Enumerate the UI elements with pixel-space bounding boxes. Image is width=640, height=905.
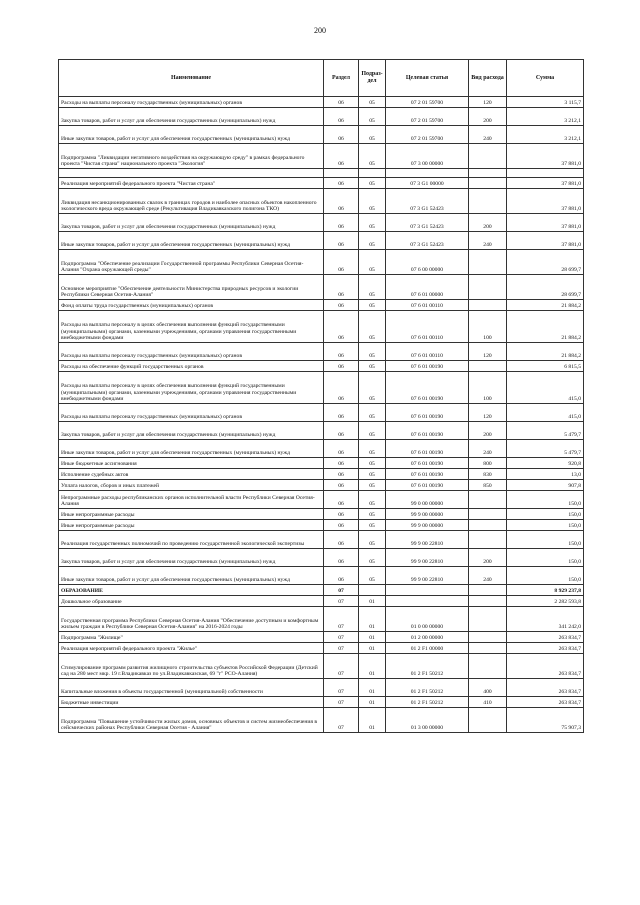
cell-name: Бюджетные инвестиции [59,697,324,708]
cell-target: 07 2 01 59700 [386,97,469,108]
cell-name: Уплата налогов, сборов и иных платежей [59,480,324,491]
cell-target: 07 6 01 00190 [386,440,469,458]
cell-section: 06 [324,144,359,169]
cell-section: 07 [324,632,359,643]
cell-subsection: 05 [359,144,386,169]
cell-section: 07 [324,697,359,708]
cell-target: 07 6 01 00190 [386,458,469,469]
header-section: Раздел [324,60,359,97]
table-row [59,531,584,549]
cell-name: Иные закупки товаров, работ и услуг для обеспечения государственных (муниципальных) нужд [59,440,324,458]
cell-target: 07 3 G1 00000 [386,178,469,189]
table-row [59,708,584,733]
cell-sum: 37 881,0 [507,214,584,232]
cell-section: 06 [324,232,359,250]
table-row [59,178,584,189]
table-row [59,458,584,469]
table-row [59,343,584,361]
budget-table [58,59,584,733]
cell-target: 07 6 01 00190 [386,361,469,372]
table-row [59,509,584,520]
table-row [59,679,584,697]
cell-name: ОБРАЗОВАНИЕ [59,585,324,596]
cell-subsection: 05 [359,567,386,585]
cell-sum: 5 479,7 [507,422,584,440]
cell-expense-type [469,275,507,300]
cell-expense-type: 400 [469,679,507,697]
cell-expense-type: 200 [469,422,507,440]
cell-subsection: 05 [359,458,386,469]
cell-name: Закупка товаров, работ и услуг для обеспечения государственных (муниципальных) нужд [59,214,324,232]
cell-subsection: 05 [359,189,386,214]
cell-section: 06 [324,491,359,509]
cell-name: Иные непрограммные расходы [59,509,324,520]
cell-target: 01 2 00 00000 [386,632,469,643]
cell-name: Закупка товаров, работ и услуг для обеспечения государственных (муниципальных) нужд [59,422,324,440]
cell-target: 01 2 F1 50212 [386,697,469,708]
cell-target: 07 3 00 00000 [386,144,469,169]
cell-subsection [359,169,386,178]
cell-expense-type: 120 [469,404,507,422]
cell-target: 07 6 01 00190 [386,404,469,422]
cell-target: 07 6 01 00000 [386,275,469,300]
table-row [59,361,584,372]
cell-sum: 263 834,7 [507,643,584,654]
cell-name: Реализация мероприятий федерального проекта "Чистая страна" [59,178,324,189]
cell-sum: 21 884,2 [507,311,584,343]
cell-target: 01 2 F1 50212 [386,654,469,679]
cell-subsection: 05 [359,372,386,404]
cell-expense-type: 200 [469,214,507,232]
cell-sum: 3 212,1 [507,108,584,126]
cell-name: Закупка товаров, работ и услуг для обеспечения государственных (муниципальных) нужд [59,549,324,567]
cell-subsection: 05 [359,480,386,491]
cell-name: Подпрограмма "Ликвидации негативного воздействия на окружающую среду" в рамках федерального проекта "Чистая страна" национального проекта "Экология" [59,144,324,169]
cell-section: 07 [324,585,359,596]
cell-subsection: 05 [359,126,386,144]
cell-expense-type: 240 [469,567,507,585]
cell-expense-type [469,300,507,311]
cell-subsection: 05 [359,250,386,275]
cell-name: Иные закупки товаров, работ и услуг для обеспечения государственных (муниципальных) нужд [59,232,324,250]
cell-name: Ликвидация несанкционированных свалок в границах городов и наиболее опасных объектов накопленного экологического вреда окружающей среде (Рекультивация Владикавказского полигона ТКО) [59,189,324,214]
cell-sum: 3 212,1 [507,126,584,144]
cell-section: 06 [324,404,359,422]
table-row [59,632,584,643]
cell-sum: 28 699,7 [507,250,584,275]
table-row [59,169,584,178]
cell-sum: 150,0 [507,567,584,585]
cell-expense-type: 100 [469,372,507,404]
table-row [59,232,584,250]
table-row [59,596,584,607]
cell-sum: 907,8 [507,480,584,491]
cell-subsection: 01 [359,607,386,632]
cell-subsection: 05 [359,549,386,567]
cell-sum: 13,0 [507,469,584,480]
cell-target: 01 2 F1 50212 [386,679,469,697]
header-expense-type: Вид расхода [469,60,507,97]
cell-name: Расходы на обеспечение функций государственных органов [59,361,324,372]
cell-section: 06 [324,189,359,214]
cell-section: 06 [324,311,359,343]
cell-expense-type: 240 [469,232,507,250]
cell-section: 06 [324,214,359,232]
cell-section: 06 [324,300,359,311]
cell-section: 06 [324,549,359,567]
cell-target: 01 2 F1 00000 [386,643,469,654]
cell-expense-type [469,189,507,214]
cell-sum: 150,0 [507,509,584,520]
cell-subsection: 01 [359,679,386,697]
cell-section: 06 [324,458,359,469]
cell-sum: 150,0 [507,531,584,549]
cell-section: 06 [324,250,359,275]
cell-subsection: 01 [359,697,386,708]
table-row [59,440,584,458]
cell-expense-type [469,643,507,654]
cell-expense-type: 120 [469,97,507,108]
cell-subsection: 05 [359,300,386,311]
cell-section [324,169,359,178]
cell-name: Расходы на выплаты персоналу в целях обеспечения выполнения функций государственными (муниципальными) органами, казенными учреждениями, органами управления государственными внебюджетными фондами [59,372,324,404]
cell-target [386,596,469,607]
cell-name: Реализация мероприятий федерального проекта "Жилье" [59,643,324,654]
cell-sum: 21 884,2 [507,300,584,311]
cell-expense-type: 240 [469,126,507,144]
cell-target: 99 9 00 22810 [386,531,469,549]
cell-name: Стимулирование программ развития жилищного строительства субъектов Российской Федерации (Детский сад на 280 мест мкр. 19 г.Владикавказ по ул.Владикавказская, 69 "г" РСО-Алания) [59,654,324,679]
cell-target: 07 6 01 00190 [386,480,469,491]
cell-target [386,169,469,178]
cell-expense-type [469,361,507,372]
cell-expense-type [469,169,507,178]
cell-target: 07 6 00 00000 [386,250,469,275]
cell-target: 07 3 G1 52423 [386,214,469,232]
cell-sum: 37 881,0 [507,232,584,250]
cell-name: Основное мероприятие "Обеспечение деятельности Министерства природных ресурсов и экологии Республики Северная Осетия-Алания" [59,275,324,300]
cell-subsection: 05 [359,232,386,250]
header-sum: Сумма [507,60,584,97]
table-row [59,144,584,169]
cell-target: 07 2 01 59700 [386,126,469,144]
cell-name: Подпрограмма "Обеспечение реализации Государственной программы Республики Северная Осетия-Алания "Охрана окружающей среды" [59,250,324,275]
table-row [59,250,584,275]
cell-expense-type: 800 [469,458,507,469]
cell-target: 07 3 G1 52423 [386,189,469,214]
cell-section: 07 [324,679,359,697]
table-row [59,697,584,708]
table-row [59,108,584,126]
cell-expense-type: 120 [469,343,507,361]
cell-subsection: 05 [359,531,386,549]
cell-target: 01 0 00 00000 [386,607,469,632]
cell-sum: 3 115,7 [507,97,584,108]
cell-section: 06 [324,275,359,300]
cell-sum: 341 242,0 [507,607,584,632]
cell-expense-type [469,250,507,275]
cell-subsection: 05 [359,178,386,189]
table-row [59,491,584,509]
cell-target: 99 9 00 00000 [386,520,469,531]
cell-subsection: 01 [359,708,386,733]
cell-sum: 415,0 [507,372,584,404]
cell-target: 07 6 01 00190 [386,469,469,480]
cell-sum: 150,0 [507,491,584,509]
cell-name: Дошкольное образование [59,596,324,607]
cell-expense-type [469,178,507,189]
cell-target: 07 3 G1 52423 [386,232,469,250]
cell-subsection: 01 [359,632,386,643]
table-row [59,520,584,531]
cell-subsection: 05 [359,311,386,343]
table-row [59,372,584,404]
cell-name: Расходы на выплаты персоналу государственных (муниципальных) органов [59,97,324,108]
cell-section: 06 [324,361,359,372]
cell-name: Расходы на выплаты персоналу в целях обеспечения выполнения функций государственными (муниципальными) органами, казенными учреждениями, органами управления государственными внебюджетными фондами [59,311,324,343]
cell-name: Исполнение судебных актов [59,469,324,480]
cell-target: 07 6 01 00110 [386,311,469,343]
cell-expense-type [469,607,507,632]
cell-target: 07 6 01 00110 [386,343,469,361]
table-row [59,404,584,422]
cell-expense-type: 200 [469,549,507,567]
table-row [59,311,584,343]
cell-name: Закупка товаров, работ и услуг для обеспечения государственных (муниципальных) нужд [59,108,324,126]
cell-section: 06 [324,422,359,440]
cell-target: 07 6 01 00110 [386,300,469,311]
cell-subsection: 05 [359,422,386,440]
cell-sum: 8 929 237,8 [507,585,584,596]
cell-sum: 21 884,2 [507,343,584,361]
cell-target: 99 9 00 00000 [386,509,469,520]
cell-target: 07 6 01 00190 [386,372,469,404]
table-row [59,189,584,214]
table-body [59,97,584,733]
cell-sum: 150,0 [507,520,584,531]
cell-section: 06 [324,343,359,361]
cell-section: 07 [324,643,359,654]
cell-subsection: 05 [359,108,386,126]
cell-sum: 28 699,7 [507,275,584,300]
cell-expense-type [469,520,507,531]
cell-expense-type: 410 [469,697,507,708]
cell-name: Подпрограмма "Жилище" [59,632,324,643]
cell-section: 07 [324,654,359,679]
cell-expense-type [469,585,507,596]
cell-subsection: 01 [359,643,386,654]
cell-name: Иные закупки товаров, работ и услуг для обеспечения государственных (муниципальных) нужд [59,126,324,144]
cell-sum: 75 907,3 [507,708,584,733]
cell-section: 07 [324,708,359,733]
table-row [59,126,584,144]
cell-section: 06 [324,97,359,108]
cell-sum: 263 834,7 [507,632,584,643]
cell-expense-type [469,531,507,549]
cell-section: 06 [324,469,359,480]
cell-expense-type [469,708,507,733]
cell-expense-type [469,596,507,607]
cell-expense-type [469,632,507,643]
cell-name: Иные закупки товаров, работ и услуг для обеспечения государственных (муниципальных) нужд [59,567,324,585]
cell-sum: 263 834,7 [507,654,584,679]
table-header-row [59,60,584,97]
cell-section: 06 [324,108,359,126]
cell-subsection: 05 [359,275,386,300]
table-row [59,422,584,440]
cell-name: Государственная программа Республики Северная Осетия-Алания "Обеспечение доступным и комфортным жильем граждан в Республике Северная Осетия-Алания" на 2016-2024 годы [59,607,324,632]
cell-subsection: 05 [359,520,386,531]
cell-sum: 263 834,7 [507,697,584,708]
cell-expense-type: 200 [469,108,507,126]
cell-sum: 920,8 [507,458,584,469]
cell-expense-type [469,509,507,520]
cell-sum: 415,0 [507,404,584,422]
header-subsection: Подраз-дел [359,60,386,97]
cell-section: 06 [324,126,359,144]
table-row [59,275,584,300]
cell-name: Фонд оплаты труда государственных (муниципальных) органов [59,300,324,311]
cell-target: 07 6 01 00190 [386,422,469,440]
table-row [59,549,584,567]
cell-name: Иные бюджетные ассигнования [59,458,324,469]
cell-section: 06 [324,509,359,520]
cell-section: 06 [324,372,359,404]
cell-subsection [359,585,386,596]
cell-target: 99 0 00 00000 [386,491,469,509]
table-row [59,567,584,585]
page-number: 200 [314,26,326,35]
cell-subsection: 05 [359,404,386,422]
cell-expense-type: 100 [469,311,507,343]
cell-target: 99 9 00 22810 [386,567,469,585]
cell-subsection: 05 [359,440,386,458]
cell-name: Реализация государственных полномочий по проведению государственной экологической экспертизы [59,531,324,549]
header-target: Целевая статья [386,60,469,97]
table-row [59,607,584,632]
cell-target: 07 2 01 59700 [386,108,469,126]
cell-section: 06 [324,440,359,458]
cell-section: 07 [324,607,359,632]
cell-sum: 37 881,0 [507,178,584,189]
cell-name: Непрограммные расходы республиканских органов исполнительной власти Республики Северная Осетия-Алания [59,491,324,509]
cell-subsection: 05 [359,343,386,361]
cell-target: 01 3 00 00000 [386,708,469,733]
cell-subsection: 05 [359,469,386,480]
cell-expense-type: 850 [469,480,507,491]
cell-sum: 6 815,5 [507,361,584,372]
cell-section: 06 [324,567,359,585]
cell-section: 06 [324,178,359,189]
table-row [59,585,584,596]
cell-target: 99 9 00 22810 [386,549,469,567]
cell-name: Расходы на выплаты персоналу государственных (муниципальных) органов [59,404,324,422]
table-row [59,300,584,311]
cell-section: 06 [324,531,359,549]
cell-expense-type: 830 [469,469,507,480]
table-row [59,97,584,108]
cell-subsection: 05 [359,361,386,372]
cell-sum: 5 479,7 [507,440,584,458]
cell-subsection: 05 [359,97,386,108]
cell-name [59,169,324,178]
table-row [59,469,584,480]
cell-expense-type [469,654,507,679]
cell-sum: 150,0 [507,549,584,567]
cell-sum [507,169,584,178]
cell-section: 06 [324,520,359,531]
cell-name: Иные непрограммные расходы [59,520,324,531]
cell-sum: 263 834,7 [507,679,584,697]
cell-section: 07 [324,596,359,607]
cell-expense-type: 240 [469,440,507,458]
cell-expense-type [469,491,507,509]
cell-sum: 37 881,0 [507,189,584,214]
cell-sum: 2 282 593,8 [507,596,584,607]
header-name: Наименование [59,60,324,97]
cell-sum: 37 881,0 [507,144,584,169]
table-row [59,643,584,654]
cell-subsection: 05 [359,214,386,232]
cell-target [386,585,469,596]
cell-subsection: 05 [359,491,386,509]
cell-name: Расходы на выплаты персоналу государственных (муниципальных) органов [59,343,324,361]
table-row [59,214,584,232]
table-row [59,480,584,491]
cell-name: Подпрограмма "Повышение устойчивости жилых домов, основных объектов и систем жизнеобеспечения в сейсмических районах Республики Северная Осетия - Алания" [59,708,324,733]
cell-section: 06 [324,480,359,491]
table-row [59,654,584,679]
cell-name: Капитальные вложения в объекты государственной (муниципальной) собственности [59,679,324,697]
cell-subsection: 05 [359,509,386,520]
cell-expense-type [469,144,507,169]
cell-subsection: 01 [359,654,386,679]
cell-subsection: 01 [359,596,386,607]
